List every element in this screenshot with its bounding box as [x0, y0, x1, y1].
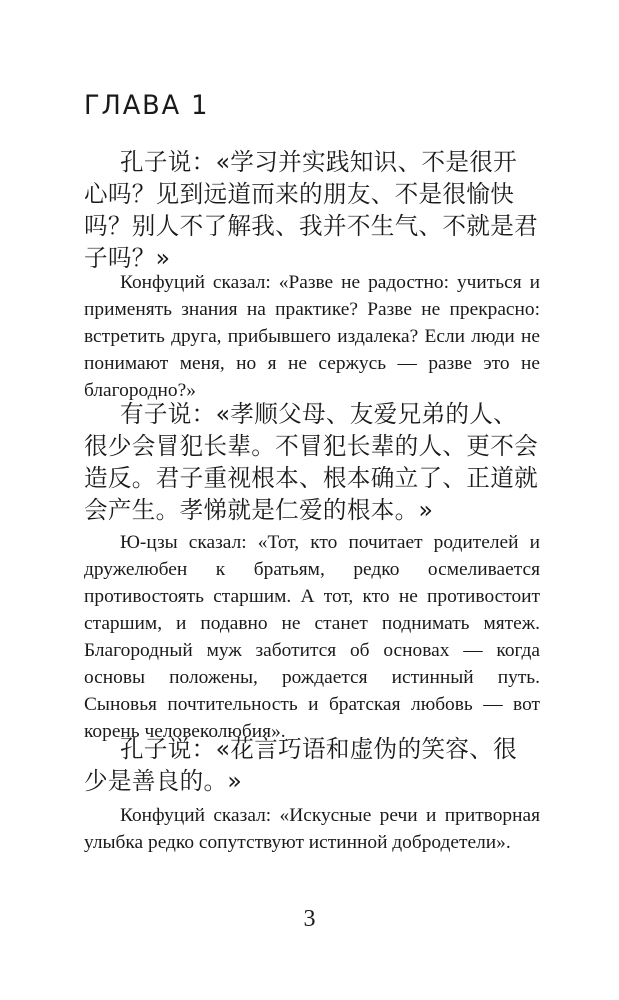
paragraph-ru-2: Ю-цзы сказал: «Тот, кто почитает родителей и дружелюбен к братьям, редко осмеливается противостоять старшим. А тот, кто не противостоит старшим, и подавно не станет поднимать мятеж. Благородный муж заботится об основах — когда основы положены, рождается истинный путь. Сыновья почтительность и братская любовь — вот корень человеколюбия».	[84, 532, 540, 742]
paragraph-zh-1: 孔子说：«学习并实践知识、不是很开心吗？见到远道而来的朋友、不是很愉快吗？别人不了解我、我并不生气、不就是君子吗？»	[84, 148, 538, 272]
chapter-title: ГЛАВА 1	[84, 90, 210, 121]
paragraph-zh-3: 孔子说：«花言巧语和虚伪的笑容、很少是善良的。»	[84, 735, 518, 795]
page-number: 3	[303, 906, 316, 932]
paragraph-ru-3: Конфуций сказал: «Искусные речи и притворная улыбка редко сопутствуют истинной добродетели».	[84, 805, 540, 853]
paragraph-zh-2: 有子说：«孝顺父母、友爱兄弟的人、很少会冒犯长辈。不冒犯长辈的人、更不会造反。君子重视根本、根本确立了、正道就会产生。孝悌就是仁爱的根本。»	[84, 400, 538, 524]
paragraph-ru-1: Конфуций сказал: «Разве не радостно: учиться и применять знания на практике? Разве не прекрасно: встретить друга, прибывшего издалека? Если люди не понимают меня, но я не сержусь — разве это не благородно?»	[84, 272, 540, 401]
